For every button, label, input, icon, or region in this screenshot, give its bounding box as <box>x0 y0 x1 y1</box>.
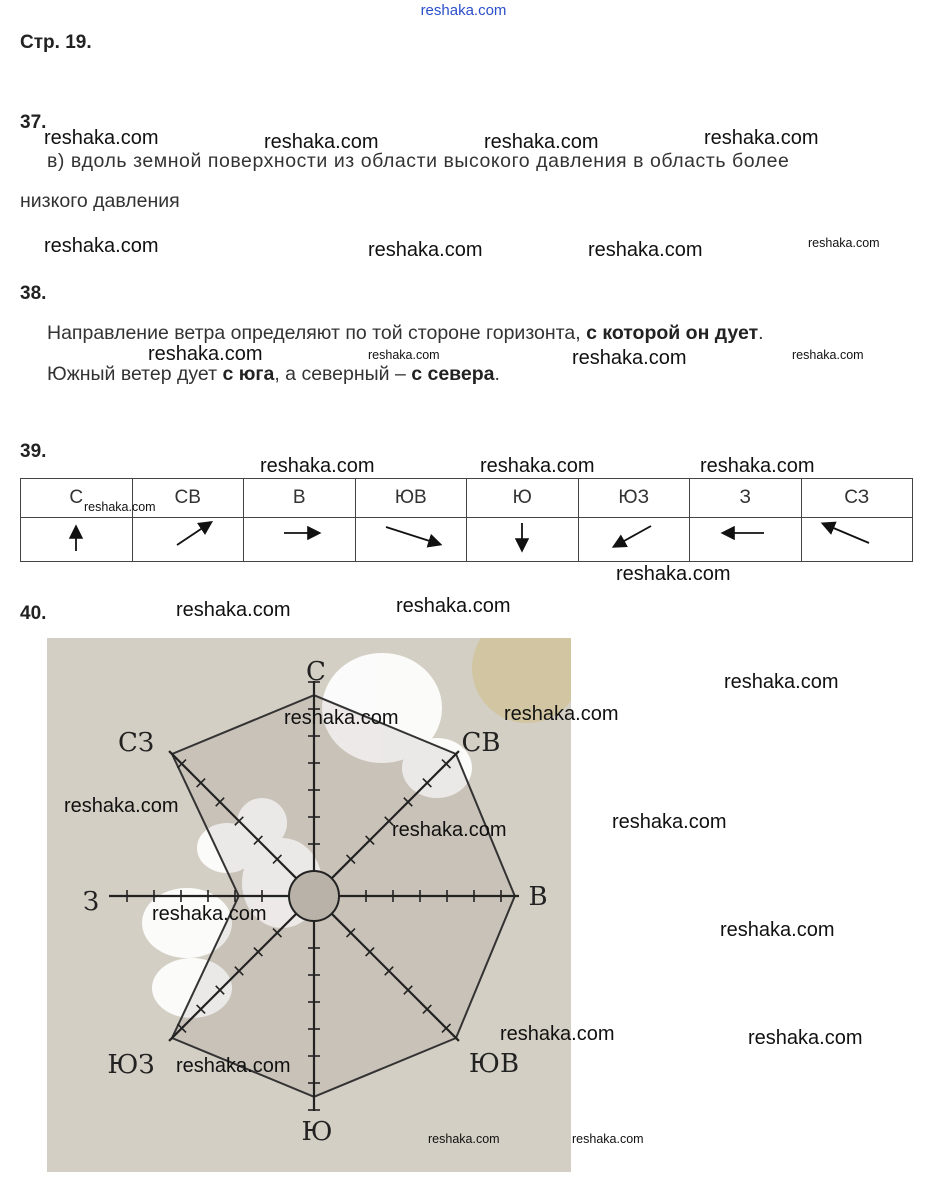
watermark: reshaka.com <box>748 1027 863 1049</box>
watermark: reshaka.com <box>264 131 379 153</box>
rose-label-ne: СВ <box>461 728 501 758</box>
task-38-line1 <box>47 322 764 345</box>
direction-label: В <box>244 479 356 518</box>
direction-label: СВ <box>132 479 244 518</box>
watermark-small: reshaka.com <box>428 1132 500 1146</box>
arrow-northwest-icon <box>802 518 912 556</box>
watermark: reshaka.com <box>64 795 179 817</box>
arrow-east-icon <box>244 518 354 556</box>
watermark: reshaka.com <box>724 671 839 693</box>
watermark-small: reshaka.com <box>808 236 880 250</box>
rose-label-n: С <box>306 657 326 687</box>
task-37-number: 37. <box>20 112 47 133</box>
watermark: reshaka.com <box>484 131 599 153</box>
task-38-line2 <box>47 363 500 386</box>
task-38-line1-post: . <box>758 322 764 344</box>
watermark: reshaka.com <box>284 707 399 729</box>
arrow-cell <box>132 518 244 562</box>
watermark: reshaka.com <box>176 1055 291 1077</box>
watermark-small: reshaka.com <box>792 348 864 362</box>
arrow-north-icon <box>21 518 131 556</box>
arrow-cell <box>355 518 467 562</box>
arrow-cell <box>578 518 690 562</box>
rose-label-nw: СЗ <box>117 728 155 758</box>
direction-label: С <box>21 479 133 518</box>
task-37-line1: в) вдоль земной поверхности из области высокого давления в область более <box>47 150 790 172</box>
watermark: reshaka.com <box>504 703 619 725</box>
site-watermark-top: reshaka.com <box>420 2 507 19</box>
direction-label: З <box>690 479 802 518</box>
direction-label: СЗ <box>801 479 913 518</box>
task-38-line2-bold2: с севера <box>411 363 495 385</box>
watermark: reshaka.com <box>480 455 595 477</box>
task-38-line1-bold: с которой он дует <box>586 322 759 344</box>
watermark: reshaka.com <box>152 903 267 925</box>
direction-label: Ю <box>467 479 579 518</box>
direction-label: ЮВ <box>355 479 467 518</box>
direction-label: ЮЗ <box>578 479 690 518</box>
watermark: reshaka.com <box>396 595 511 617</box>
task-38-line2-bold1: с юга <box>222 363 275 385</box>
task-38-number: 38. <box>20 283 47 304</box>
arrow-northeast-icon <box>133 518 243 556</box>
watermark-small: reshaka.com <box>572 1132 644 1146</box>
task-37-line2: низкого давления <box>20 190 180 212</box>
watermark: reshaka.com <box>588 239 703 261</box>
watermark: reshaka.com <box>44 235 159 257</box>
page-title: Стр. 19. <box>20 32 92 53</box>
task-38-line2-post: . <box>494 363 500 385</box>
watermark: reshaka.com <box>612 811 727 833</box>
task-38-line1-pre: Направление ветра определяют по той стороне горизонта, <box>47 322 587 344</box>
task-38-line2-pre: Южный ветер дует <box>47 363 223 385</box>
watermark: reshaka.com <box>616 563 731 585</box>
watermark: reshaka.com <box>392 819 507 841</box>
task-40-number: 40. <box>20 603 47 624</box>
watermark: reshaka.com <box>704 127 819 149</box>
watermark: reshaka.com <box>148 343 263 365</box>
arrow-cell <box>21 518 133 562</box>
watermark: reshaka.com <box>700 455 815 477</box>
arrow-south-icon <box>467 518 577 556</box>
arrow-cell <box>244 518 356 562</box>
task-38-line2-mid: , а северный – <box>274 363 412 385</box>
wind-direction-table <box>20 478 913 562</box>
watermark: reshaka.com <box>368 239 483 261</box>
arrow-southeast-icon <box>356 518 466 556</box>
wind-rose-center-circle <box>289 871 339 921</box>
watermark: reshaka.com <box>572 347 687 369</box>
watermark: reshaka.com <box>176 599 291 621</box>
task-39-number: 39. <box>20 441 47 462</box>
arrow-west-icon <box>690 518 800 556</box>
watermark: reshaka.com <box>500 1023 615 1045</box>
rose-label-w: З <box>82 887 100 917</box>
rose-label-s: Ю <box>301 1117 333 1147</box>
watermark: reshaka.com <box>44 127 159 149</box>
arrow-cell <box>467 518 579 562</box>
watermark: reshaka.com <box>260 455 375 477</box>
rose-label-sw: ЮЗ <box>107 1050 155 1080</box>
watermark-small: reshaka.com <box>368 348 440 362</box>
arrow-southwest-icon <box>579 518 689 556</box>
wind-arrow-row <box>21 518 913 562</box>
watermark: reshaka.com <box>720 919 835 941</box>
watermark-small: reshaka.com <box>84 500 156 514</box>
rose-label-se: ЮВ <box>468 1049 520 1079</box>
arrow-cell <box>690 518 802 562</box>
arrow-cell <box>801 518 913 562</box>
rose-label-e: В <box>528 882 548 912</box>
